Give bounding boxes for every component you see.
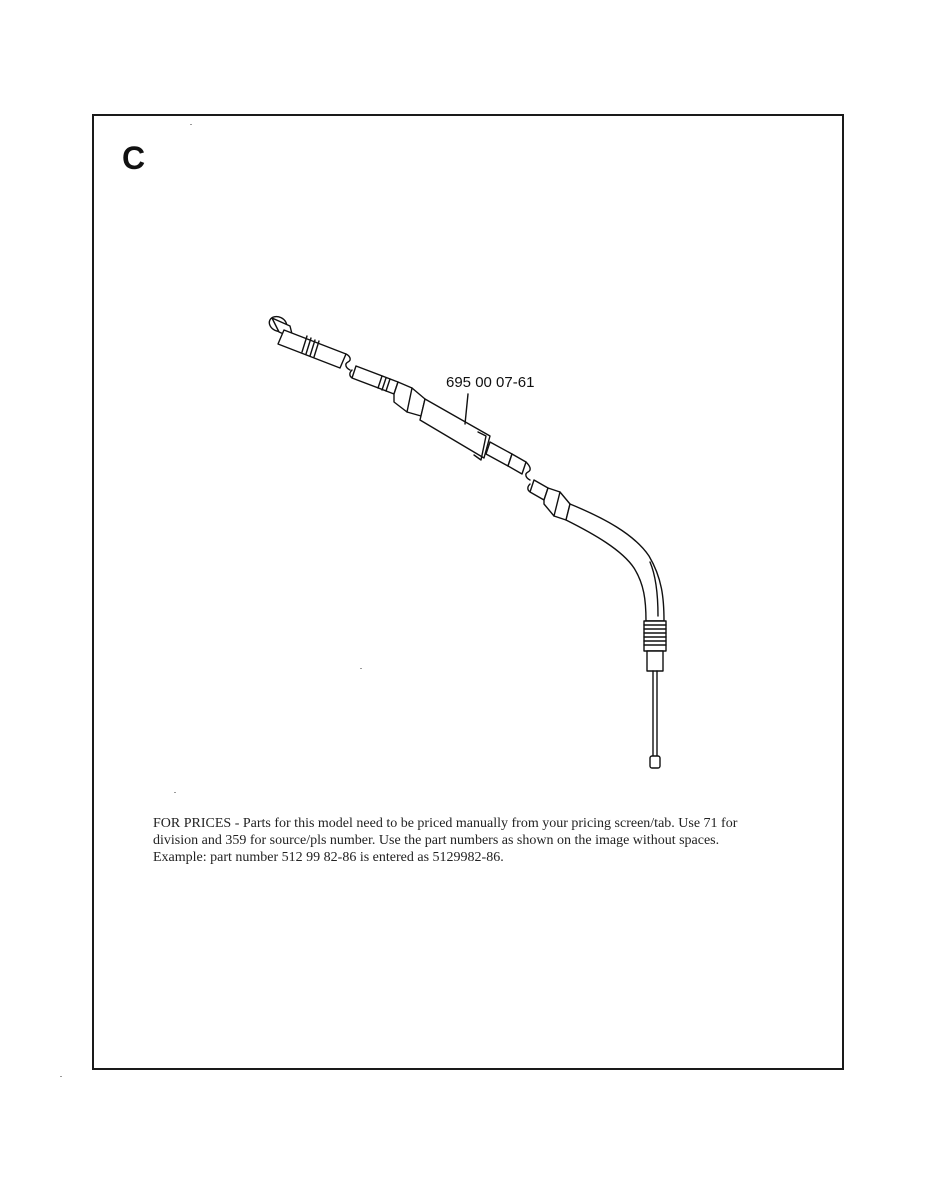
pricing-note-line-1: FOR PRICES - Parts for this model need to be priced manually from your pricing screen/tab. Use 71 for: [153, 816, 738, 831]
rod-segment-1: [278, 330, 350, 370]
section-letter: C: [122, 140, 146, 176]
adjuster-nut: [394, 382, 425, 416]
page-frame: [92, 114, 844, 1070]
pricing-note-line-2: division and 359 for source/pls number. Use the part numbers as shown on the image without spaces.: [153, 833, 720, 848]
inner-wire: [650, 671, 660, 768]
scan-speck: [190, 124, 192, 125]
rod-segment-3: [508, 454, 548, 500]
scan-speck: [360, 668, 362, 669]
part-number-label: 695 00 07-61: [446, 374, 535, 391]
pricing-note-line-3: Example: part number 512 99 82-86 is entered as 5129982-86.: [153, 850, 504, 865]
threaded-end: [644, 621, 666, 671]
parts-diagram: [94, 116, 842, 1068]
scan-speck: [174, 792, 176, 793]
rod-segment-2: [350, 366, 398, 394]
pricing-note: [153, 815, 813, 866]
part-leader-line: [465, 394, 468, 424]
cable-housing: [566, 504, 664, 621]
housing-nut: [544, 488, 570, 520]
scan-speck: [60, 1076, 62, 1077]
